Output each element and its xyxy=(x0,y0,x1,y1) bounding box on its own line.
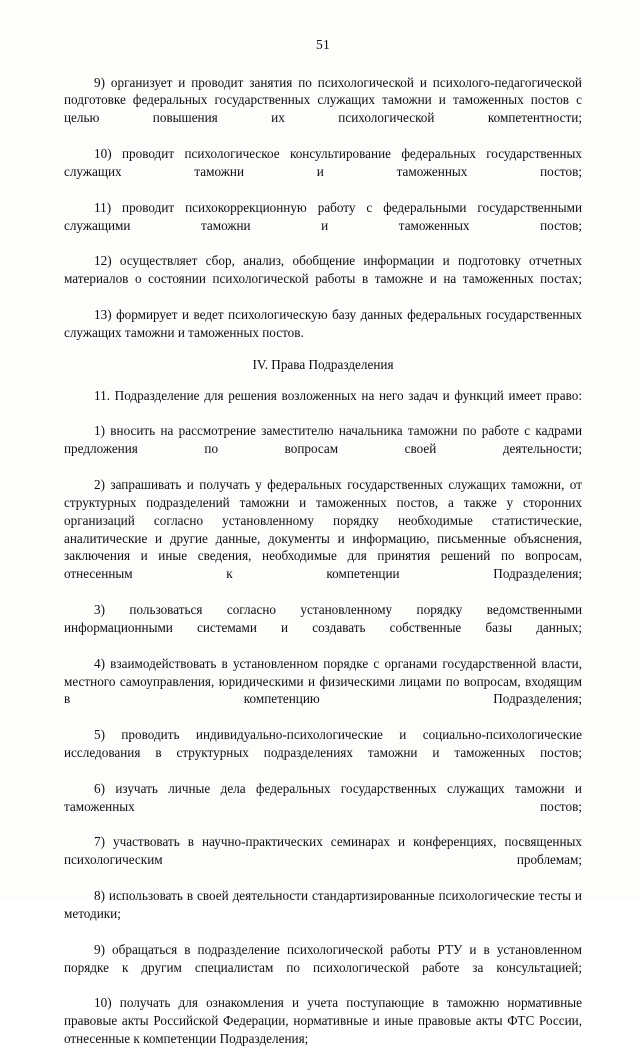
paragraph: 9) обращаться в подразделение психологической работы РТУ и в установленном порядке к другим специалистам по психологической работе за консультацией; xyxy=(64,941,582,975)
paragraph: 1) вносить на рассмотрение заместителю начальника таможни по работе с кадрами предложения по вопросам своей деятельности; xyxy=(64,423,582,457)
paragraph: 4) взаимодействовать в установленном порядке с органами государственной власти, местного самоуправления, юридическими и физическими лицами по вопросам, входящим в компетенцию Подразделения; xyxy=(64,655,582,707)
section-heading: IV. Права Подразделения xyxy=(252,356,394,372)
paragraph: 6) изучать личные дела федеральных государственных служащих таможни и таможенных постов; xyxy=(64,780,582,814)
paragraph: 10) получать для ознакомления и учета поступающие в таможню нормативные правовые акты Российской Федерации, нормативные и иные правовые акты ФТС России, отнесенные к компетенции Подразделения; xyxy=(64,995,582,1046)
paragraph: 10) проводит психологическое консультирование федеральных государственных служащих таможни и таможенных постов; xyxy=(64,146,582,179)
page-number: 51 xyxy=(316,37,330,52)
paragraph: 8) использовать в своей деятельности стандартизированные психологические тесты и методики; xyxy=(64,888,582,921)
paragraph: 11. Подразделение для решения возложенных на него задач и функций имеет право: xyxy=(94,387,582,403)
paragraph: 5) проводить индивидуально-психологические и социально-психологические исследования в структурных подразделениях таможни и таможенных постов; xyxy=(64,727,582,760)
paragraph: 2) запрашивать и получать у федеральных государственных служащих таможни, от структурных подразделений таможни и таможенных постов, а также у сторонних организаций согласно установленному порядку необходимые статистические, аналитические и другие данные, документы и информацию, письменные объяснения, заключения и иные сведения, необходимые для принятия решений по вопросам, отнесенным к компетенции Подразделения; xyxy=(64,476,582,582)
paragraph: 11) проводит психокоррекционную работу с федеральными государственными служащими таможни и таможенных постов; xyxy=(64,199,582,233)
document-body xyxy=(64,74,582,1048)
paragraph: 13) формирует и ведет психологическую базу данных федеральных государственных служащих таможни и таможенных постов. xyxy=(64,306,582,340)
paragraph: 12) осуществляет сбор, анализ, обобщение информации и подготовку отчетных материалов о состоянии психологической работы в таможне и на таможенных постах; xyxy=(64,253,582,287)
paragraph: 7) участвовать в научно-практических семинарах и конференциях, посвященных психологическим проблемам; xyxy=(64,834,582,868)
paragraph: 3) пользоваться согласно установленному порядку ведомственными информационными системами и создавать собственные базы данных; xyxy=(64,602,582,635)
paragraph: 9) организует и проводит занятия по психологической и психолого-педагогической подготовке федеральных государственных служащих таможни и таможенных постов с целью повышения их психологической компетентности; xyxy=(64,74,582,126)
